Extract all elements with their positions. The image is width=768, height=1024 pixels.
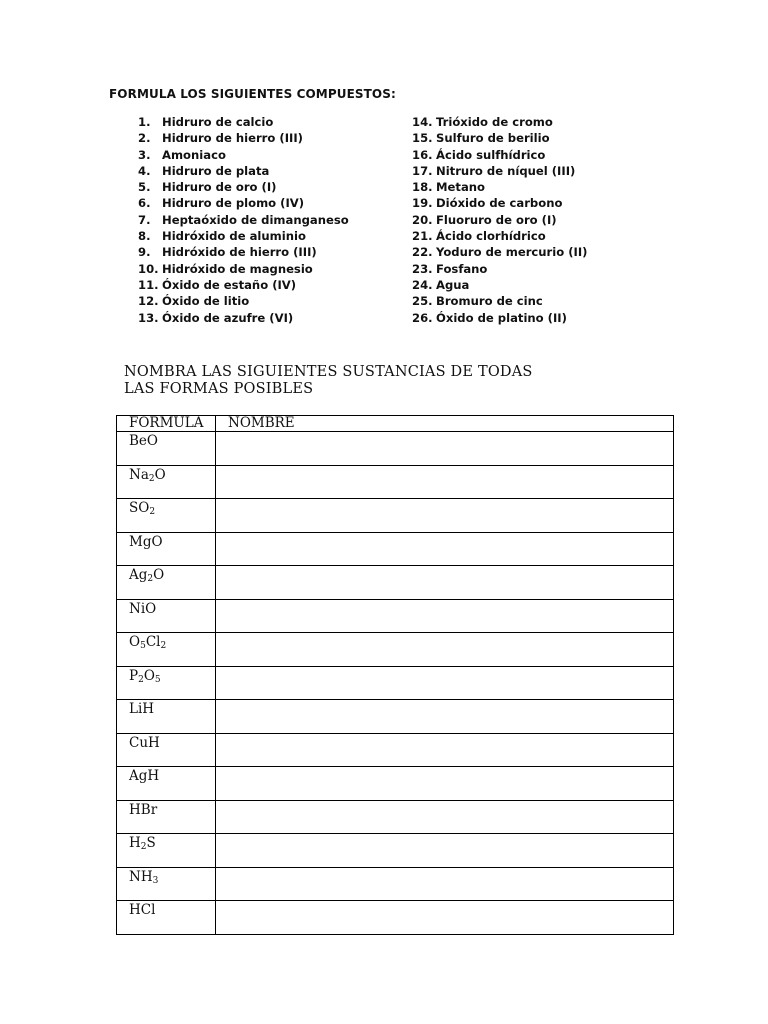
list-item-number: 4. <box>138 163 151 178</box>
formula-text: O <box>143 667 155 684</box>
list-item-text: Hidruro de hierro (III) <box>162 131 303 146</box>
table-row <box>117 566 674 600</box>
formula-cell <box>117 700 216 734</box>
formula-text: H <box>129 835 141 851</box>
list-item-text: Trióxido de cromo <box>436 115 553 129</box>
list-item-text: Hidruro de plata <box>162 163 270 178</box>
formula-text: Cl <box>145 634 161 650</box>
name-answer-cell[interactable] <box>216 599 674 633</box>
list-item-text: Hidróxido de aluminio <box>162 229 306 244</box>
formula-text: O <box>153 567 165 583</box>
table-row <box>117 800 674 834</box>
list-item <box>138 114 349 130</box>
table-row <box>117 532 674 566</box>
list-item-text: Ácido sulfhídrico <box>436 147 546 162</box>
formula-cell <box>117 566 216 600</box>
formula-cell <box>117 901 216 935</box>
formula-subscript: 2 <box>147 574 154 584</box>
formula-cell <box>117 432 216 466</box>
list-item-number: 17. <box>412 163 433 178</box>
name-answer-cell[interactable] <box>216 532 674 566</box>
list-item-number: 21. <box>412 229 433 244</box>
list-item-text: Hidróxido de hierro (III) <box>162 245 317 260</box>
list-item-text: Ácido clorhídrico <box>436 229 546 244</box>
table-row <box>117 633 674 667</box>
formula-text: LiH <box>129 701 155 717</box>
formula-subscript: 2 <box>160 641 167 651</box>
formula-name-table <box>116 415 674 935</box>
table-row <box>117 432 674 466</box>
list-item <box>138 310 349 326</box>
list-item <box>138 147 349 163</box>
list-item-number: 2. <box>138 131 151 146</box>
formula-cell <box>117 767 216 801</box>
list-item-text: Sulfuro de berilio <box>436 131 550 146</box>
list-item-text: Hidruro de calcio <box>162 115 274 129</box>
table-header-row <box>117 416 674 432</box>
list-item <box>138 163 349 179</box>
list-item <box>412 195 587 211</box>
list-item-number: 14. <box>412 115 433 129</box>
list-item-number: 3. <box>138 147 151 162</box>
table-row <box>117 599 674 633</box>
list-item <box>138 228 349 244</box>
formula-cell <box>117 633 216 667</box>
list-item-number: 25. <box>412 294 433 309</box>
list-item <box>138 261 349 277</box>
formula-text: P <box>129 667 139 684</box>
compound-list-right <box>412 114 587 326</box>
formula-text: NH <box>129 868 153 885</box>
name-answer-cell[interactable] <box>216 834 674 868</box>
section-heading-formula: FORMULA LOS SIGUIENTES COMPUESTOS: <box>109 87 396 101</box>
list-item-text: Óxido de platino (II) <box>436 310 567 325</box>
table-row <box>117 465 674 499</box>
list-item-text: Agua <box>436 277 470 292</box>
list-item <box>412 114 587 130</box>
list-item-text: Metano <box>436 180 485 195</box>
formula-subscript: 2 <box>149 507 156 517</box>
list-item <box>412 179 587 195</box>
name-answer-cell[interactable] <box>216 901 674 935</box>
name-answer-cell[interactable] <box>216 465 674 499</box>
formula-subscript: 2 <box>140 842 147 852</box>
list-item-text: Fosfano <box>436 261 488 276</box>
list-item-number: 8. <box>138 229 151 244</box>
list-item-text: Hidruro de plomo (IV) <box>162 196 305 211</box>
list-item-text: Óxido de estaño (IV) <box>162 277 297 292</box>
formula-cell <box>117 666 216 700</box>
formula-text: O <box>154 466 166 483</box>
formula-cell <box>117 599 216 633</box>
list-item-number: 10. <box>138 261 159 276</box>
list-item-number: 26. <box>412 310 433 325</box>
list-item-number: 22. <box>412 245 433 260</box>
list-item <box>138 212 349 228</box>
list-item-number: 1. <box>138 115 151 129</box>
formula-cell <box>117 834 216 868</box>
formula-cell <box>117 465 216 499</box>
table-row <box>117 901 674 935</box>
list-item <box>138 179 349 195</box>
list-item-text: Óxido de azufre (VI) <box>162 310 294 325</box>
name-answer-cell[interactable] <box>216 499 674 533</box>
list-item <box>138 130 349 146</box>
section-heading-nombra: NOMBRA LAS SIGUIENTES SUSTANCIAS DE TODAS LAS FORMAS POSIBLES <box>124 364 533 397</box>
formula-text: S <box>146 835 156 851</box>
list-item <box>138 244 349 260</box>
list-item-number: 19. <box>412 196 433 211</box>
list-item-number: 12. <box>138 294 159 309</box>
formula-text: HCl <box>129 902 156 918</box>
table-row <box>117 867 674 901</box>
list-item-text: Nitruro de níquel (III) <box>436 163 576 178</box>
list-item <box>138 277 349 293</box>
formula-cell <box>117 499 216 533</box>
formula-cell <box>117 532 216 566</box>
name-answer-cell[interactable] <box>216 767 674 801</box>
list-item-text: Amoniaco <box>162 147 226 162</box>
list-item-text: Fluoruro de oro (I) <box>436 212 557 227</box>
list-item <box>138 195 349 211</box>
column-header-formula: FORMULA <box>117 416 216 432</box>
list-item-number: 6. <box>138 196 151 211</box>
list-item <box>412 244 587 260</box>
formula-subscript: 3 <box>152 875 159 886</box>
list-item-number: 11. <box>138 277 159 292</box>
formula-subscript: 5 <box>154 674 161 685</box>
list-item <box>412 261 587 277</box>
list-item-number: 9. <box>138 245 151 260</box>
list-item-number: 23. <box>412 261 433 276</box>
formula-text: MgO <box>129 533 163 550</box>
list-item <box>412 163 587 179</box>
list-item <box>412 277 587 293</box>
formula-cell <box>117 800 216 834</box>
table-row <box>117 834 674 868</box>
formula-text: Na <box>129 466 149 483</box>
list-item-number: 5. <box>138 180 151 195</box>
list-item-number: 24. <box>412 277 433 292</box>
table-row <box>117 733 674 767</box>
list-item-number: 15. <box>412 131 433 146</box>
list-item-text: Óxido de litio <box>162 294 250 309</box>
formula-text: BeO <box>129 433 158 449</box>
formula-text: AgH <box>129 768 160 784</box>
name-answer-cell[interactable] <box>216 867 674 901</box>
name-answer-cell[interactable] <box>216 633 674 667</box>
name-answer-cell[interactable] <box>216 800 674 834</box>
formula-cell <box>117 867 216 901</box>
list-item <box>412 228 587 244</box>
formula-cell <box>117 733 216 767</box>
list-item-text: Hidruro de oro (I) <box>162 180 277 195</box>
list-item <box>412 147 587 163</box>
list-item-text: Yoduro de mercurio (II) <box>436 245 588 260</box>
list-item-number: 20. <box>412 212 433 227</box>
list-item <box>412 310 587 326</box>
formula-text: CuH <box>129 734 160 751</box>
name-answer-cell[interactable] <box>216 566 674 600</box>
formula-text: NiO <box>129 600 157 617</box>
table-row <box>117 499 674 533</box>
list-item <box>412 130 587 146</box>
formula-subscript: 2 <box>138 674 144 685</box>
list-item-number: 13. <box>138 310 159 325</box>
name-answer-cell[interactable] <box>216 432 674 466</box>
name-answer-cell[interactable] <box>216 666 674 700</box>
list-item-text: Dióxido de carbono <box>436 196 563 211</box>
list-item-text: Heptaóxido de dimanganeso <box>162 212 349 227</box>
list-item-text: Hidróxido de magnesio <box>162 261 313 276</box>
table-row <box>117 767 674 801</box>
table-row <box>117 666 674 700</box>
list-item <box>412 293 587 309</box>
name-answer-cell[interactable] <box>216 733 674 767</box>
formula-text: O <box>129 634 141 650</box>
column-header-nombre: NOMBRE <box>216 416 674 432</box>
name-answer-cell[interactable] <box>216 700 674 734</box>
formula-text: HBr <box>129 801 158 818</box>
list-item-number: 7. <box>138 212 151 227</box>
list-item <box>138 293 349 309</box>
formula-subscript: 5 <box>140 641 146 651</box>
formula-text: Ag <box>129 567 148 583</box>
list-item <box>412 212 587 228</box>
list-item-number: 16. <box>412 147 433 162</box>
formula-subscript: 2 <box>148 473 155 484</box>
table-row <box>117 700 674 734</box>
compound-list-left <box>138 114 349 326</box>
formula-text: SO <box>129 500 150 516</box>
list-item-number: 18. <box>412 180 433 195</box>
list-item-text: Bromuro de cinc <box>436 294 543 309</box>
